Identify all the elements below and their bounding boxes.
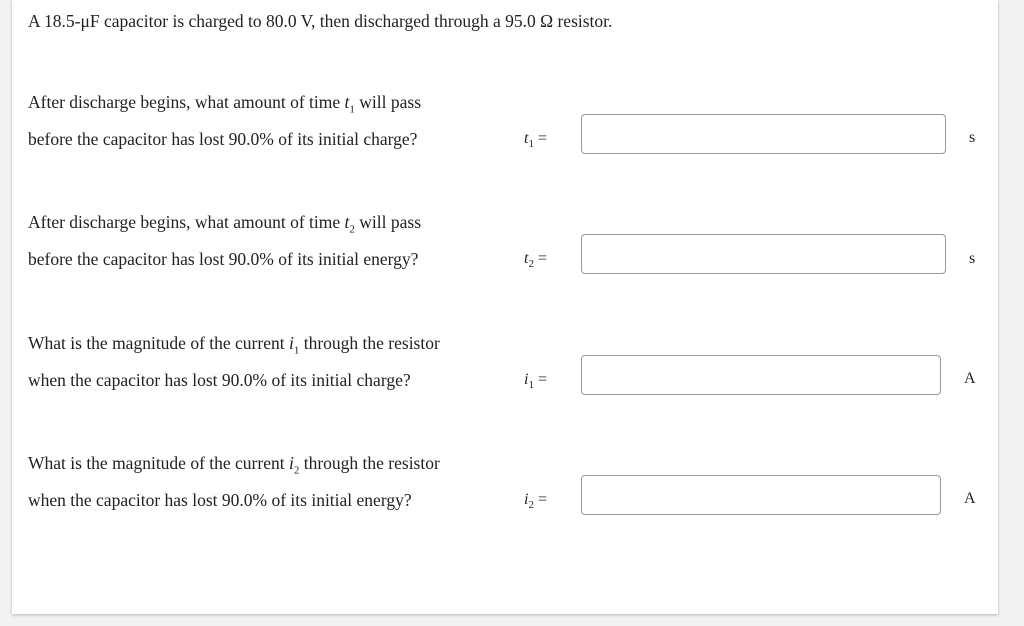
question-line-1: After discharge begins, what amount of time $t_1$ will pass [28, 92, 422, 116]
t1-answer-input[interactable] [581, 114, 946, 154]
question-card [12, 0, 998, 614]
question-line-2: when the capacitor has lost 90.0% of its initial energy? [28, 489, 412, 510]
question-line-2: before the capacitor has lost 90.0% of its initial charge? [28, 128, 418, 149]
question-i1 [28, 329, 498, 395]
question-line-2: before the capacitor has lost 90.0% of its initial energy? [28, 248, 419, 269]
i1-unit: A [964, 370, 976, 387]
t1-unit: s [969, 129, 976, 146]
question-line-2: when the capacitor has lost 90.0% of its initial charge? [28, 369, 411, 390]
t2-label: $t_2$ = [524, 250, 547, 271]
t1-label: $t_1$ = [524, 130, 547, 151]
i2-label: $i_2$ = [524, 491, 547, 512]
question-line-1: What is the magnitude of the current $i_1$ through the resistor [28, 333, 440, 357]
i1-label: $i_1$ = [524, 371, 547, 392]
question-line-1: What is the magnitude of the current $i_2$ through the resistor [28, 453, 440, 477]
t2-answer-input[interactable] [581, 234, 946, 274]
problem-statement: A 18.5-μF capacitor is charged to 80.0 V, then discharged through a 95.0 Ω resistor. [28, 11, 613, 31]
i2-unit: A [964, 490, 976, 507]
question-t1 [28, 88, 498, 154]
i1-answer-input[interactable] [581, 355, 941, 395]
question-i2 [28, 449, 498, 515]
i2-answer-input[interactable] [581, 475, 941, 515]
question-line-1: After discharge begins, what amount of time $t_2$ will pass [28, 212, 422, 236]
question-t2 [28, 208, 498, 274]
t2-unit: s [969, 250, 976, 267]
